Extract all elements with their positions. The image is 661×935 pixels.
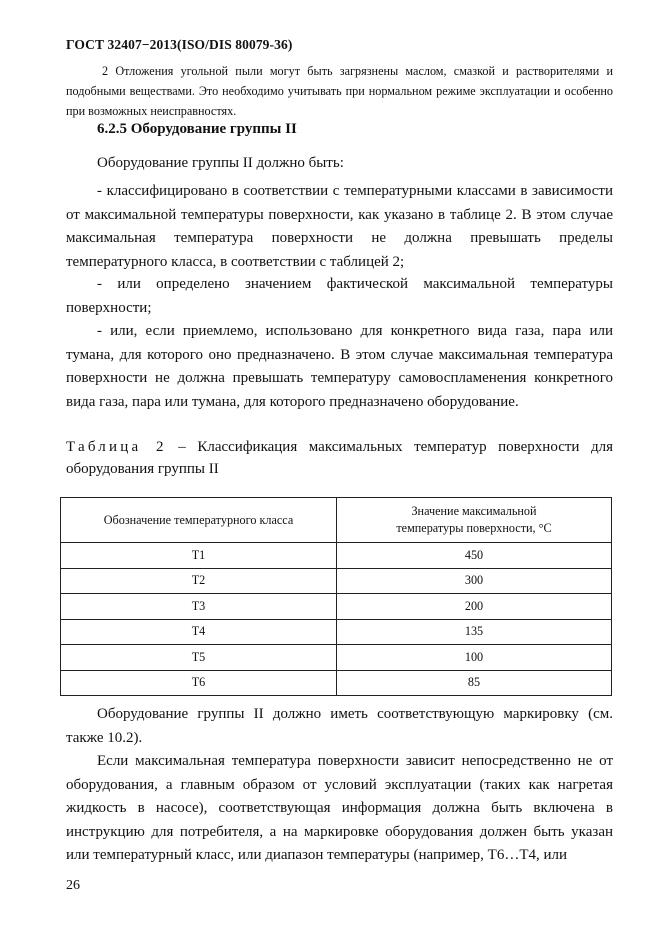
table-cell-temperature: 300	[337, 568, 612, 594]
table-cell-temperature: 200	[337, 594, 612, 620]
temperature-class-table	[60, 497, 612, 696]
table-header-cell: Значение максимальной температуры поверхности, °С	[337, 498, 612, 543]
table-cell-temperature: 450	[337, 543, 612, 569]
table-row	[61, 568, 612, 594]
page-number: 26	[66, 878, 80, 893]
table-row	[61, 619, 612, 645]
table-cell-class: Т5	[61, 645, 337, 671]
table-cell-class: Т1	[61, 543, 337, 569]
section-intro: Оборудование группы II должно быть:	[97, 155, 344, 171]
table-caption	[66, 436, 613, 480]
table-cell-class: Т2	[61, 568, 337, 594]
table-row	[61, 543, 612, 569]
table-cell-class: Т3	[61, 594, 337, 620]
list-item-1: - классифицировано в соответствии с температурными классами в зависимости от максимальной температуры поверхности, как указано в таблице 2. В этом случае максимальная температура поверхности не должна превышать пределы температурного класса, в соответствии с таблицей 2;	[66, 183, 613, 270]
table-header-row	[61, 498, 612, 543]
table-row	[61, 670, 612, 696]
note-paragraph: 2 Отложения угольной пыли могут быть загрязнены маслом, смазкой и растворителями и подобными веществами. Это необходимо учитывать при нормальном режиме эксплуатации и особенно при возможных неисправностях.	[66, 64, 613, 118]
document-header: ГОСТ 32407−2013(ISO/DIS 80079-36)	[66, 37, 293, 52]
list-item-3: - или, если приемлемо, использовано для конкретного вида газа, пара или тумана, для которого оно предназначено. В этом случае максимальная температура поверхности не должна превышать температуру самовоспламенения конкретного вида газа, пара или тумана, для которого предназначено оборудование.	[66, 323, 613, 410]
table-row	[61, 594, 612, 620]
section-title: 6.2.5 Оборудование группы II	[97, 121, 297, 137]
table-caption-label: Таблица 2	[66, 439, 167, 455]
table-cell-temperature: 135	[337, 619, 612, 645]
table-cell-temperature: 85	[337, 670, 612, 696]
after-table-paragraph-2: Если максимальная температура поверхности зависит непосредственно не от оборудования, а главным образом от условий эксплуатации (таких как нагретая жидкость в насосе), соответствующая информация должна быть включена в инструкцию для потребителя, а на маркировке оборудования должен быть указан или температурный класс, или диапазон температуры (например, Т6…Т4, или	[66, 753, 613, 864]
after-table-paragraph-1: Оборудование группы II должно иметь соответствующую маркировку (см. также 10.2).	[66, 706, 613, 746]
table-cell-class: Т4	[61, 619, 337, 645]
table-cell-class: Т6	[61, 670, 337, 696]
table-caption-text: – Классификация максимальных температур поверхности для оборудования группы II	[66, 439, 613, 477]
table-cell-temperature: 100	[337, 645, 612, 671]
list-item-2: - или определено значением фактической максимальной температуры поверхности;	[66, 276, 613, 316]
table-header-cell: Обозначение температурного класса	[61, 498, 337, 543]
table-row	[61, 645, 612, 671]
